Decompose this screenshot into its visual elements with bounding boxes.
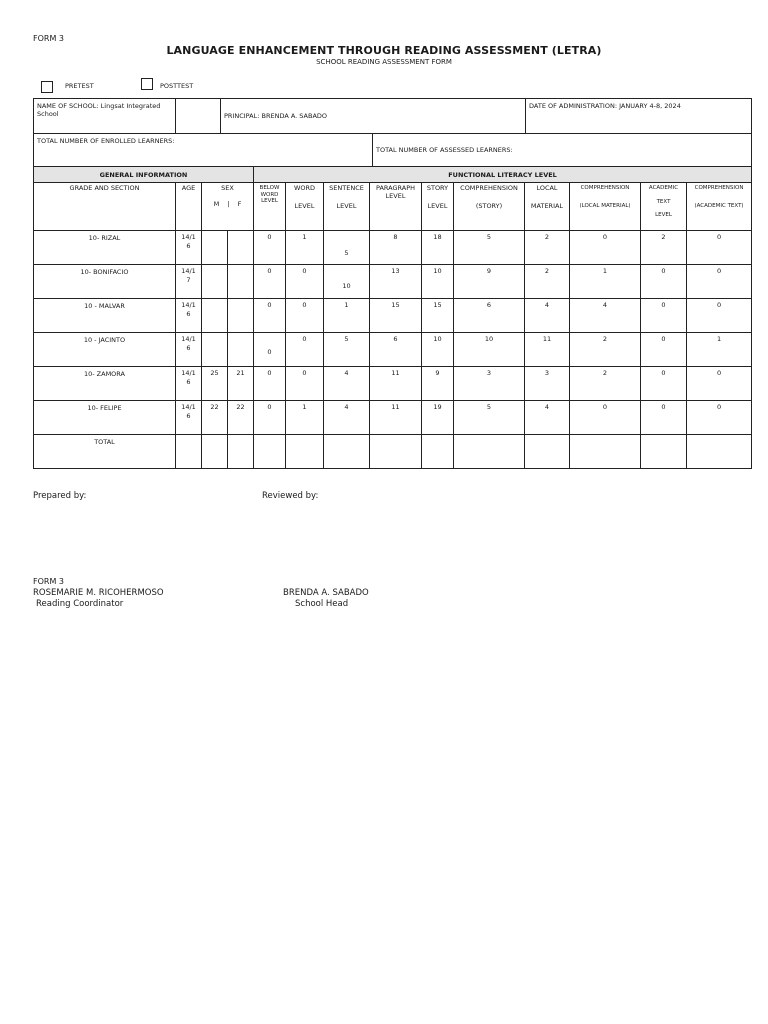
m-value: 25 bbox=[210, 369, 219, 377]
sentence-cell bbox=[324, 265, 370, 299]
total-cell bbox=[286, 435, 324, 469]
f-value: 21 bbox=[236, 369, 245, 377]
pretest-checkbox[interactable] bbox=[41, 81, 53, 93]
academic-cell bbox=[641, 299, 687, 333]
below-value: 0 bbox=[267, 369, 272, 377]
f-cell bbox=[228, 231, 254, 265]
comp_local-value: 2 bbox=[602, 369, 608, 377]
academic-value: 0 bbox=[661, 301, 666, 309]
comp_acad-value: 0 bbox=[716, 233, 722, 241]
sentence-label: SENTENCE bbox=[329, 184, 364, 192]
enrolled-cell bbox=[34, 134, 373, 167]
total-cell bbox=[641, 435, 687, 469]
paragraph-cell bbox=[370, 265, 422, 299]
comp_acad-cell bbox=[687, 401, 752, 435]
comp_local-value: 1 bbox=[602, 267, 608, 275]
comprehension-academic-label: COMPREHENSION bbox=[694, 185, 744, 191]
table-row bbox=[34, 299, 752, 333]
word-label: WORD bbox=[293, 184, 316, 192]
assessed-learners-label: TOTAL NUMBER OF ASSESSED LEARNERS: bbox=[376, 146, 513, 154]
story-cell bbox=[422, 231, 454, 265]
f-cell bbox=[228, 333, 254, 367]
word-value: 0 bbox=[302, 369, 307, 377]
sentence-cell bbox=[324, 401, 370, 435]
section-cell bbox=[34, 231, 176, 265]
below-value: 0 bbox=[267, 301, 272, 309]
age-value-line2: 6 bbox=[186, 343, 191, 352]
below-word-label: BELOW WORD LEVEL bbox=[259, 185, 280, 205]
total-cell bbox=[525, 435, 570, 469]
paragraph-cell bbox=[370, 231, 422, 265]
total-cell bbox=[570, 435, 641, 469]
comp_story-cell bbox=[454, 333, 525, 367]
sex-label: SEX bbox=[221, 184, 234, 192]
sentence-cell bbox=[324, 299, 370, 333]
total-cell bbox=[202, 435, 228, 469]
age-value-line2: 6 bbox=[186, 377, 191, 386]
local-cell bbox=[525, 265, 570, 299]
story-value: 15 bbox=[433, 301, 442, 309]
comprehension-local-label: COMPREHENSION bbox=[580, 185, 630, 191]
total-label-cell bbox=[34, 435, 176, 469]
age-cell bbox=[176, 231, 202, 265]
local-label: LOCAL bbox=[536, 184, 558, 192]
story-value: 19 bbox=[433, 403, 442, 411]
f-cell bbox=[228, 367, 254, 401]
sentence-cell bbox=[324, 367, 370, 401]
below-cell bbox=[254, 367, 286, 401]
posttest-checkbox[interactable] bbox=[141, 78, 153, 90]
paragraph-level-header bbox=[370, 183, 422, 231]
comp_acad-value: 0 bbox=[716, 267, 722, 275]
sentence-level-header bbox=[324, 183, 370, 231]
comp_story-cell bbox=[454, 265, 525, 299]
local-cell bbox=[525, 401, 570, 435]
academic-cell bbox=[641, 401, 687, 435]
story-cell bbox=[422, 367, 454, 401]
age-cell bbox=[176, 401, 202, 435]
sex-separator: | bbox=[227, 199, 230, 208]
story-cell bbox=[422, 333, 454, 367]
sentence-value: 5 bbox=[344, 249, 349, 257]
posttest-label: POSTTEST bbox=[160, 82, 194, 90]
paragraph-value: 11 bbox=[391, 403, 400, 411]
section-name: 10- RIZAL bbox=[88, 234, 121, 242]
comprehension-story-sub: (STORY) bbox=[475, 201, 503, 210]
principal-name: PRINCIPAL: BRENDA A. SABADO bbox=[224, 112, 328, 120]
local-cell bbox=[525, 367, 570, 401]
age-cell bbox=[176, 299, 202, 333]
academic-text-label: TEXT bbox=[656, 198, 671, 205]
academic-text-header bbox=[641, 183, 687, 231]
story-label: STORY bbox=[426, 184, 449, 192]
word-cell bbox=[286, 401, 324, 435]
word-value: 0 bbox=[302, 335, 307, 343]
academic-label: ACADEMIC bbox=[648, 185, 679, 191]
paragraph-cell bbox=[370, 367, 422, 401]
assessment-rows bbox=[34, 231, 752, 435]
enrolled-learners-label: TOTAL NUMBER OF ENROLLED LEARNERS: bbox=[37, 137, 175, 145]
paragraph-value: 6 bbox=[393, 335, 398, 343]
comp_acad-value: 1 bbox=[716, 335, 722, 343]
section-name: 10 - JACINTO bbox=[83, 336, 126, 344]
school-blank-cell bbox=[176, 99, 221, 134]
word-value: 1 bbox=[302, 403, 307, 411]
age-value-line1: 14/1 bbox=[181, 301, 196, 309]
comp_acad-cell bbox=[687, 299, 752, 333]
section-cell bbox=[34, 367, 176, 401]
local-value: 11 bbox=[542, 335, 552, 343]
comp_story-value: 6 bbox=[486, 301, 492, 309]
below-cell bbox=[254, 265, 286, 299]
word-cell bbox=[286, 299, 324, 333]
comp_local-cell bbox=[570, 401, 641, 435]
age-value-line2: 6 bbox=[186, 309, 191, 318]
functional-literacy-header bbox=[254, 167, 752, 183]
local-value: 4 bbox=[544, 403, 550, 411]
general-information-header bbox=[34, 167, 254, 183]
word-value: 1 bbox=[302, 233, 307, 241]
word-cell bbox=[286, 265, 324, 299]
paragraph-value: 8 bbox=[393, 233, 398, 241]
paragraph-value: 15 bbox=[391, 301, 400, 309]
male-label: M bbox=[213, 199, 220, 208]
total-cell bbox=[454, 435, 525, 469]
m-cell bbox=[202, 231, 228, 265]
table-row bbox=[34, 401, 752, 435]
total-cell bbox=[687, 435, 752, 469]
comp_local-value: 4 bbox=[602, 301, 608, 309]
local-cell bbox=[525, 299, 570, 333]
comp_acad-value: 0 bbox=[716, 403, 722, 411]
table-row bbox=[34, 333, 752, 367]
comp_local-cell bbox=[570, 265, 641, 299]
comp_local-value: 0 bbox=[602, 233, 608, 241]
school-info-table bbox=[33, 98, 752, 167]
academic-level-label: LEVEL bbox=[655, 212, 672, 219]
comp_story-value: 3 bbox=[486, 369, 492, 377]
assessed-cell bbox=[373, 134, 752, 167]
m-cell bbox=[202, 265, 228, 299]
academic-cell bbox=[641, 231, 687, 265]
age-header bbox=[176, 183, 202, 231]
word-cell bbox=[286, 231, 324, 265]
age-value-line2: 7 bbox=[186, 275, 191, 284]
local-material-label: MATERIAL bbox=[530, 201, 564, 210]
local-material-header bbox=[525, 183, 570, 231]
comp_story-value: 10 bbox=[484, 335, 494, 343]
below-word-header bbox=[254, 183, 286, 231]
story-value: 18 bbox=[433, 233, 442, 241]
comp_acad-cell bbox=[687, 231, 752, 265]
sentence-value: 5 bbox=[344, 335, 349, 343]
age-value-line1: 14/1 bbox=[181, 403, 196, 411]
local-value: 2 bbox=[544, 233, 550, 241]
below-value: 0 bbox=[267, 233, 272, 241]
comp_story-cell bbox=[454, 299, 525, 333]
age-label: AGE bbox=[181, 184, 196, 192]
comp_acad-cell bbox=[687, 367, 752, 401]
m-value: 22 bbox=[210, 403, 219, 411]
total-cell bbox=[254, 435, 286, 469]
m-cell bbox=[202, 367, 228, 401]
age-cell bbox=[176, 265, 202, 299]
paragraph-cell bbox=[370, 333, 422, 367]
age-value-line1: 14/1 bbox=[181, 335, 196, 343]
age-cell bbox=[176, 333, 202, 367]
f-cell bbox=[228, 265, 254, 299]
coordinator-title: Reading Coordinator bbox=[36, 599, 124, 609]
comp_story-cell bbox=[454, 231, 525, 265]
paragraph-cell bbox=[370, 401, 422, 435]
comp_acad-cell bbox=[687, 333, 752, 367]
comp_story-value: 5 bbox=[486, 233, 492, 241]
comp_local-cell bbox=[570, 333, 641, 367]
f-cell bbox=[228, 401, 254, 435]
academic-value: 2 bbox=[661, 233, 666, 241]
word-level-header bbox=[286, 183, 324, 231]
below-value: 0 bbox=[267, 348, 272, 356]
age-value-line1: 14/1 bbox=[181, 369, 196, 377]
section-name: 10- ZAMORA bbox=[83, 370, 125, 378]
section-name: 10 - MALVAR bbox=[84, 302, 125, 310]
functional-literacy-label: FUNCTIONAL LITERACY LEVEL bbox=[448, 170, 557, 179]
academic-cell bbox=[641, 333, 687, 367]
administration-date: DATE OF ADMINISTRATION: JANUARY 4-8, 2024 bbox=[529, 102, 681, 110]
academic-value: 0 bbox=[661, 369, 666, 377]
prepared-by-label: Prepared by: bbox=[33, 491, 87, 501]
coordinator-name: ROSEMARIE M. RICOHERMOSO bbox=[33, 588, 164, 598]
below-cell bbox=[254, 299, 286, 333]
school-name-cell bbox=[34, 99, 176, 134]
story-cell bbox=[422, 299, 454, 333]
comp_story-value: 9 bbox=[486, 267, 492, 275]
total-label: TOTAL bbox=[94, 438, 115, 446]
paragraph-cell bbox=[370, 299, 422, 333]
comprehension-local-sub: (LOCAL MATERIAL) bbox=[579, 202, 631, 209]
section-cell bbox=[34, 265, 176, 299]
table-row bbox=[34, 231, 752, 265]
date-cell bbox=[526, 99, 752, 134]
local-value: 4 bbox=[544, 301, 550, 309]
comprehension-story-label: COMPREHENSION bbox=[460, 184, 518, 192]
school-head-title: School Head bbox=[295, 599, 349, 609]
section-name: 10- BONIFACIO bbox=[80, 268, 129, 276]
form-label-footer: FORM 3 bbox=[33, 577, 64, 586]
total-cell bbox=[324, 435, 370, 469]
academic-value: 0 bbox=[661, 267, 666, 275]
m-cell bbox=[202, 333, 228, 367]
comp_local-cell bbox=[570, 367, 641, 401]
grade-section-label: GRADE AND SECTION bbox=[69, 184, 140, 192]
sentence-cell bbox=[324, 333, 370, 367]
comprehension-academic-header bbox=[687, 183, 752, 231]
comp_acad-value: 0 bbox=[716, 369, 722, 377]
word-cell bbox=[286, 333, 324, 367]
comp_acad-value: 0 bbox=[716, 301, 722, 309]
comprehension-local-header bbox=[570, 183, 641, 231]
age-value-line2: 6 bbox=[186, 241, 191, 250]
total-cell bbox=[370, 435, 422, 469]
table-row bbox=[34, 265, 752, 299]
local-value: 3 bbox=[544, 369, 550, 377]
sentence-value: 4 bbox=[344, 369, 349, 377]
sentence-value: 1 bbox=[344, 301, 349, 309]
local-cell bbox=[525, 333, 570, 367]
word-value: 0 bbox=[302, 301, 307, 309]
academic-cell bbox=[641, 265, 687, 299]
section-cell bbox=[34, 401, 176, 435]
assessment-table bbox=[33, 166, 752, 469]
comp_story-cell bbox=[454, 367, 525, 401]
comp_local-cell bbox=[570, 231, 641, 265]
comp_acad-cell bbox=[687, 265, 752, 299]
form-subtitle: SCHOOL READING ASSESSMENT FORM bbox=[316, 58, 452, 66]
comprehension-story-header bbox=[454, 183, 525, 231]
grade-section-header bbox=[34, 183, 176, 231]
below-value: 0 bbox=[267, 267, 272, 275]
total-cell bbox=[176, 435, 202, 469]
story-level-header bbox=[422, 183, 454, 231]
sentence-value: 4 bbox=[344, 403, 349, 411]
comp_local-value: 2 bbox=[602, 335, 608, 343]
academic-value: 0 bbox=[661, 403, 666, 411]
age-value-line1: 14/1 bbox=[181, 233, 196, 241]
sentence-value: 10 bbox=[342, 282, 351, 290]
below-cell bbox=[254, 333, 286, 367]
form-label: FORM 3 bbox=[33, 34, 64, 43]
sentence-level-label: LEVEL bbox=[336, 201, 357, 210]
academic-cell bbox=[641, 367, 687, 401]
paragraph-value: 13 bbox=[391, 267, 400, 275]
sentence-cell bbox=[324, 231, 370, 265]
comp_story-cell bbox=[454, 401, 525, 435]
section-cell bbox=[34, 333, 176, 367]
comp_story-value: 5 bbox=[486, 403, 492, 411]
local-value: 2 bbox=[544, 267, 550, 275]
section-cell bbox=[34, 299, 176, 333]
m-cell bbox=[202, 401, 228, 435]
form-title: LANGUAGE ENHANCEMENT THROUGH READING ASSESSMENT (LETRA) bbox=[166, 44, 602, 57]
sex-header bbox=[202, 183, 254, 231]
age-cell bbox=[176, 367, 202, 401]
story-value: 10 bbox=[433, 267, 442, 275]
m-cell bbox=[202, 299, 228, 333]
below-value: 0 bbox=[267, 403, 272, 411]
paragraph-level-label: PARAGRAPH LEVEL bbox=[375, 184, 416, 200]
local-cell bbox=[525, 231, 570, 265]
f-cell bbox=[228, 299, 254, 333]
principal-cell bbox=[221, 99, 526, 134]
age-value-line1: 14/1 bbox=[181, 267, 196, 275]
story-cell bbox=[422, 401, 454, 435]
story-value: 9 bbox=[435, 369, 440, 377]
reviewed-by-label: Reviewed by: bbox=[262, 491, 319, 501]
below-cell bbox=[254, 231, 286, 265]
comprehension-academic-sub: (ACADEMIC TEXT) bbox=[694, 202, 744, 209]
f-value: 22 bbox=[236, 403, 245, 411]
comp_local-cell bbox=[570, 299, 641, 333]
female-label: F bbox=[237, 199, 242, 208]
below-cell bbox=[254, 401, 286, 435]
word-level-label: LEVEL bbox=[294, 201, 315, 210]
total-cell bbox=[228, 435, 254, 469]
story-level-label: LEVEL bbox=[427, 201, 448, 210]
comp_local-value: 0 bbox=[602, 403, 608, 411]
general-information-label: GENERAL INFORMATION bbox=[99, 170, 188, 179]
total-cell bbox=[422, 435, 454, 469]
word-cell bbox=[286, 367, 324, 401]
school-head-name: BRENDA A. SABADO bbox=[283, 588, 369, 598]
story-cell bbox=[422, 265, 454, 299]
section-name: 10- FELIPE bbox=[87, 404, 122, 412]
school-name: NAME OF SCHOOL: Lingsat Integrated School bbox=[37, 102, 161, 118]
pretest-label: PRETEST bbox=[65, 82, 94, 90]
word-value: 0 bbox=[302, 267, 307, 275]
academic-value: 0 bbox=[661, 335, 666, 343]
table-row bbox=[34, 367, 752, 401]
paragraph-value: 11 bbox=[391, 369, 400, 377]
story-value: 10 bbox=[433, 335, 442, 343]
age-value-line2: 6 bbox=[186, 411, 191, 420]
